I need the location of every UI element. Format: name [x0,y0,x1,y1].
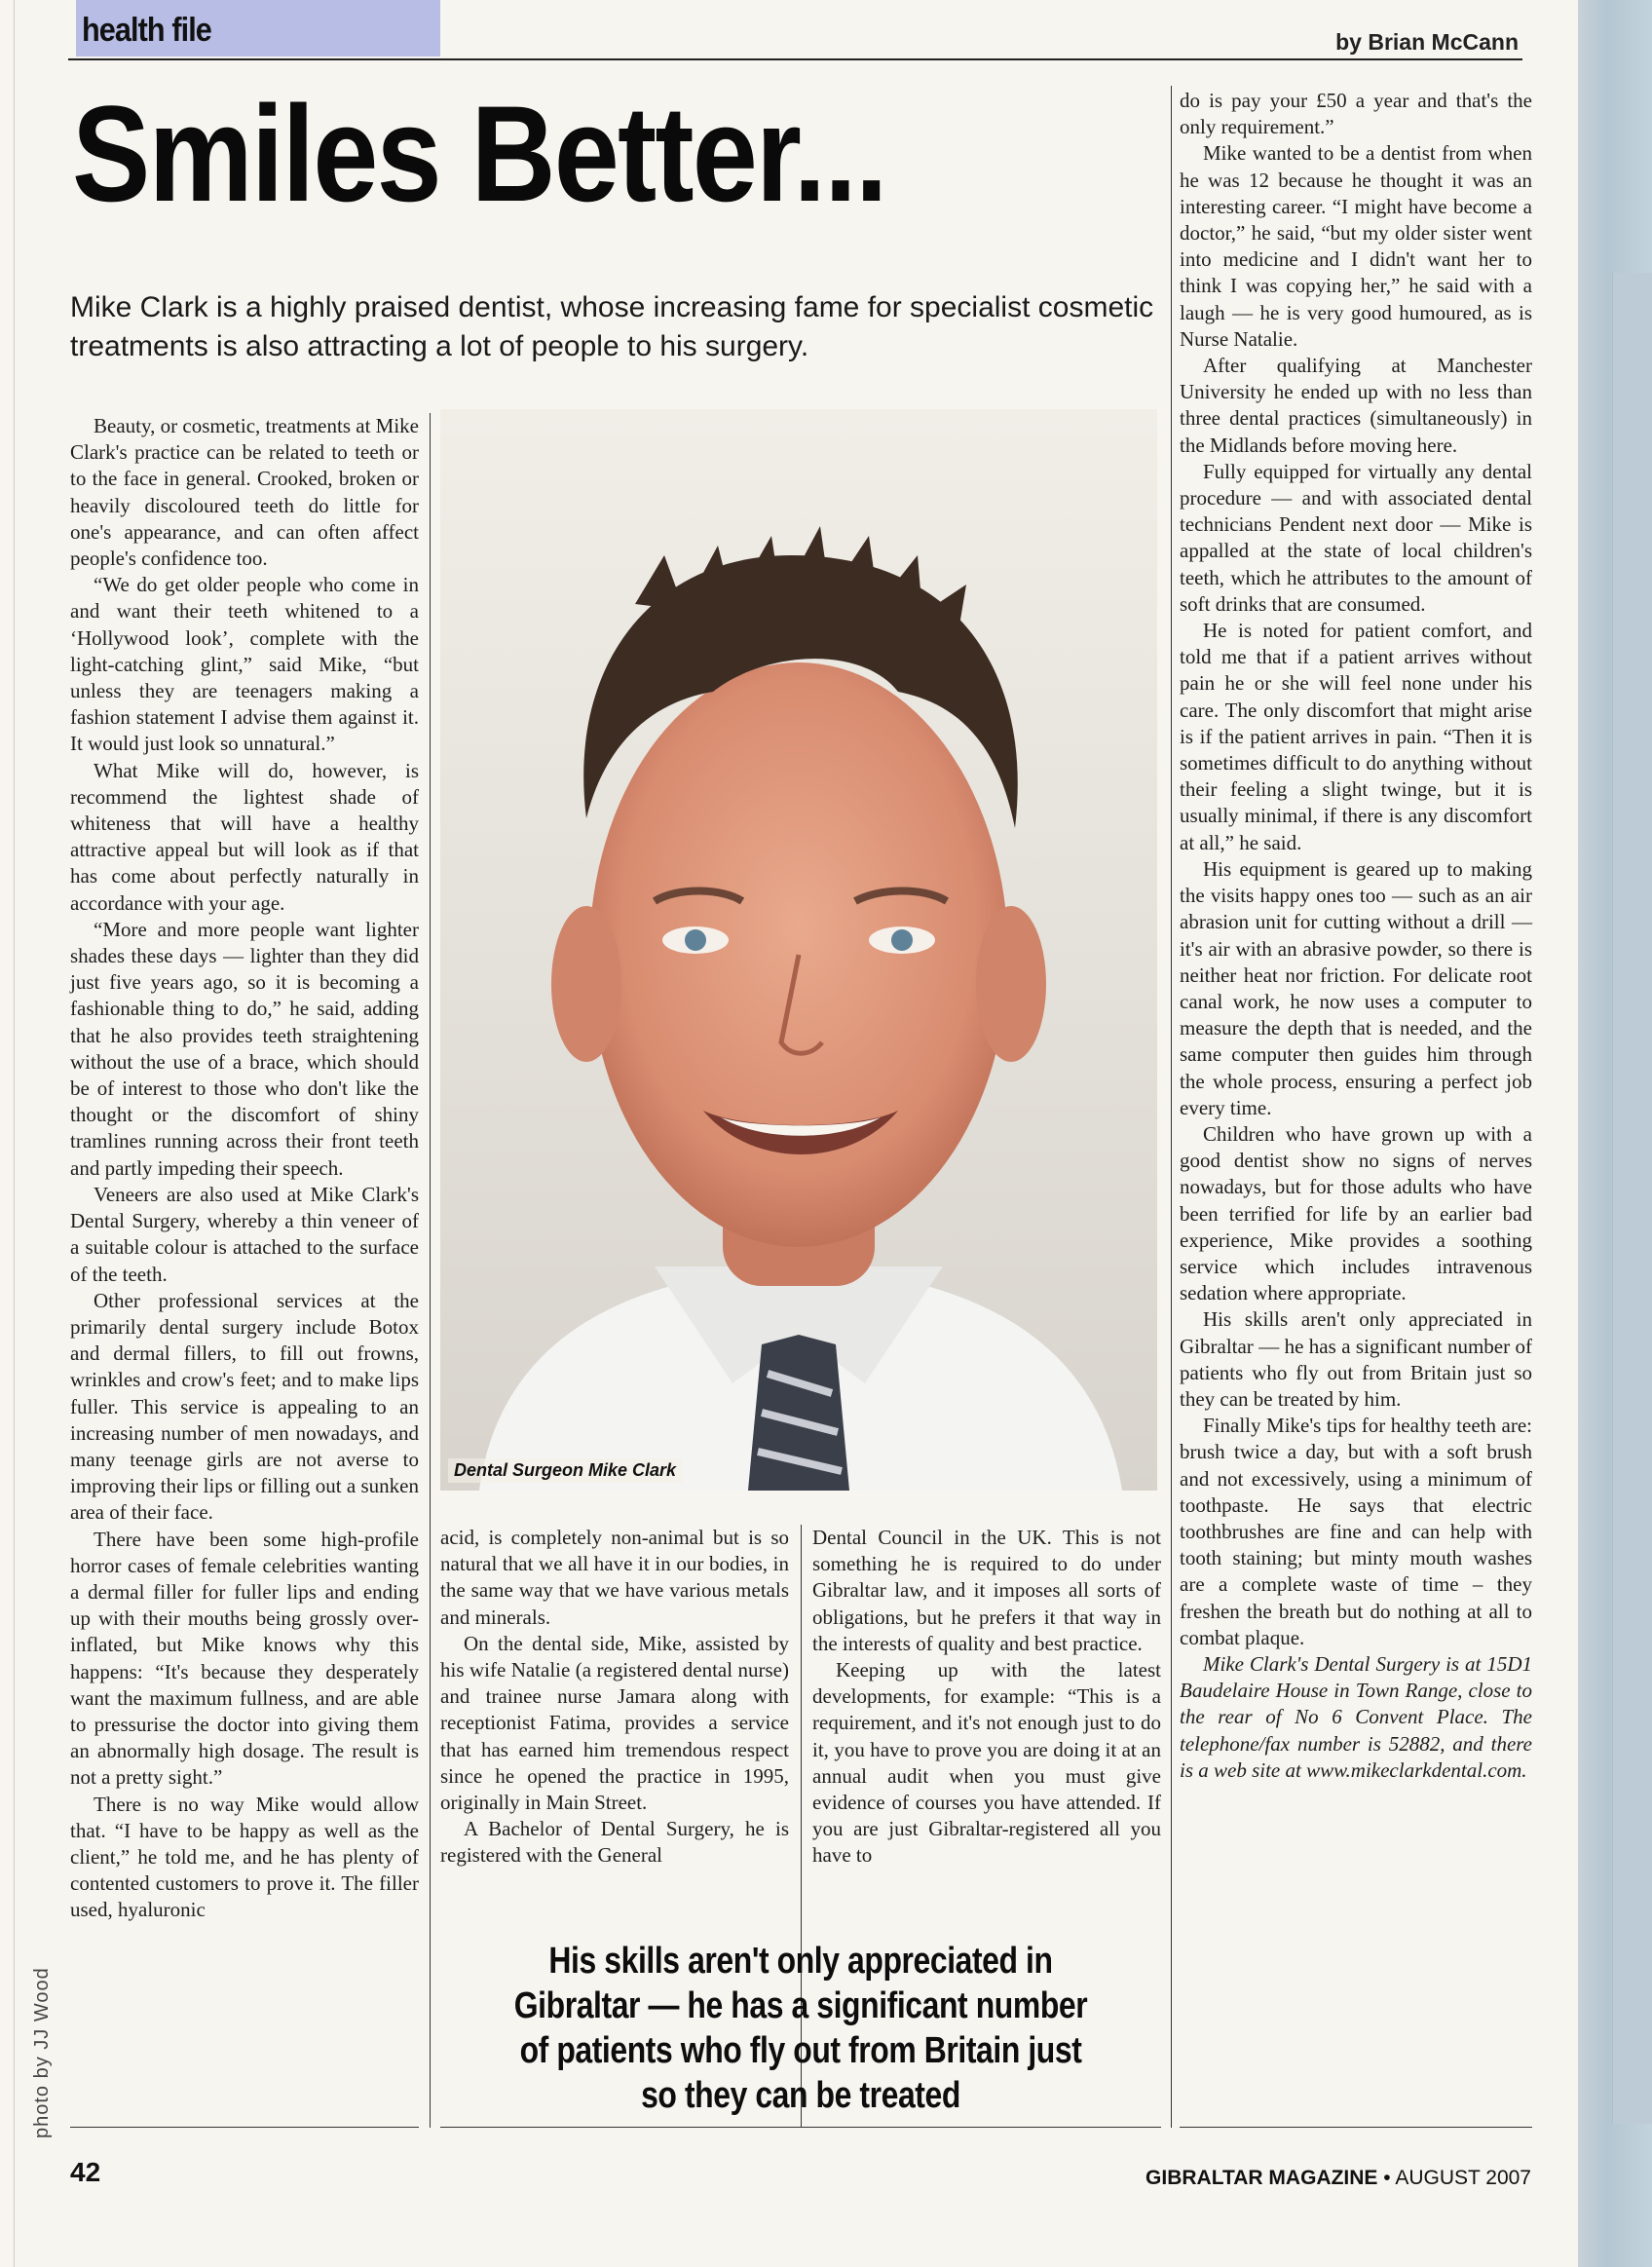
footer-separator: • [1383,2167,1391,2189]
paragraph: He is noted for patient comfort, and told me that if a patient arrives without pain he or she will feel none under his care. The only discomfort that might arise is if the patient arrives in pain. “Then it is sometimes difficult to do anything without their feeling a slight twinge, but it is usually minimal, if there is any discomfort at all,” he said. [1180,619,1532,854]
paragraph: Other professional services at the primarily dental surgery include Botox and dermal fillers, to fill out frowns, wrinkles and crow's feet; and to make lips fuller. This service is appealing to an increasing number of men nowadays, and many teenage girls are not averse to improving their lips or filling out a sunken area of their face. [70,1288,419,1525]
body-column-2 [440,1525,789,1870]
column-divider [430,413,431,2128]
photo-credit: photo by JJ Wood [31,1967,53,2138]
photo-caption: Dental Surgeon Mike Clark [448,1458,682,1483]
footer-rule [1180,2127,1532,2128]
header-rule [68,58,1522,60]
paragraph: What Mike will do, however, is recommend the lightest shade of whiteness that will have a healthy attractive appeal but will look as if that has come about perfectly naturally in accordance with your age. [70,758,419,915]
paragraph: do is pay your £50 a year and that's the only requirement.” [1180,89,1532,139]
body-column-4 [1180,88,1532,1784]
page-binding-edge [1578,0,1652,2267]
body-column-1 [70,413,419,1924]
portrait-photo [440,409,1157,1491]
portrait-illustration [440,409,1157,1491]
paragraph: “More and more people want lighter shades these days — lighter than they did just five years ago, so it is becoming a fashionable thing to do,” he said, adding that he also provides teeth straightening without the use of a brace, which should be of interest to those who don't like the thought or the discomfort of shiny tramlines running across their front teeth and partly impeding their speech. [70,917,419,1180]
paragraph: Children who have grown up with a good dentist show no signs of nerves nowadays, but for those adults who have been terrified for life by an earlier bad experience, Mike provides a soothing service which includes intravenous sedation where appropriate. [1180,1121,1532,1305]
paragraph: Keeping up with the latest developments, for example: “This is a requirement, and it's not enough just to do it, you have to prove you are doing it at an annual audit when you must give evidence of courses you have attended. If you are just Gibraltar-registered all you have to [812,1658,1161,1868]
paragraph: Dental Council in the UK. This is not something he is required to do under Gibraltar law, and it imposes all sorts of obligations, but he prefers it that way in the interests of quality and best practice. [812,1526,1161,1655]
paragraph: His equipment is geared up to making the visits happy ones too — such as an air abrasion unit for cutting without a drill — it's air with an abrasive powder, so there is neither heat nor friction. For delicate root canal work, he now uses a computer to measure the depth that is needed, and the same computer then guides him through the whole process, ensuring a perfect job every time. [1180,856,1532,1119]
byline: by Brian McCann [1335,29,1519,55]
page-edge-line [14,0,15,2267]
footer-rule [70,2127,419,2128]
footer-rule [440,2127,1161,2128]
paragraph: After qualifying at Manchester University he ended up with no less than three dental practices (simultaneously) in the Midlands before moving here. [1180,354,1532,457]
pull-quote: His skills aren't only appreciated in Gibraltar — he has a significant number of patients who fly out from Britain just so they can be treated [513,1941,1088,2116]
paragraph: His skills aren't only appreciated in Gibraltar — he has a significant number of patients who fly out from Britain just so they can be treated by him. [1180,1307,1532,1411]
paragraph: Finally Mike's tips for healthy teeth are: brush twice a day, but with a soft brush and not excessively, using a minimum of toothpaste. He says that electric toothbrushes are fine and can help with tooth staining; but minty mouth washes are a complete waste of time – they freshen the breath but do nothing at all to combat plaque. [1180,1414,1532,1649]
paragraph: On the dental side, Mike, assisted by his wife Natalie (a registered dental nurse) and trainee nurse Jamara along with receptionist Fatima, provides a service that has earned him tremendous respect since he opened the practice in 1995, originally in Main Street. [440,1631,789,1815]
footer-masthead [1145,2167,1531,2190]
paragraph: Fully equipped for virtually any dental procedure — and with associated dental technicians Pendent next door — Mike is appalled at the state of local children's teeth, which he attributes to the amount of soft drinks that are consumed. [1180,459,1532,616]
body-column-3 [812,1525,1161,1870]
paragraph: There have been some high-profile horror cases of female celebrities wanting a dermal filler for fuller lips and ending up with their mouths being grossly over-inflated, but Mike knows why this happens: “It's because they desperately want the maximum fullness, and are able to pressurise the doctor into giving them an abnormally high dosage. The result is not a pretty sight.” [70,1527,419,1790]
paragraph: acid, is completely non-animal but is so natural that we all have it in our bodies, in the same way that we have various metals and minerals. [440,1526,789,1629]
paragraph: A Bachelor of Dental Surgery, he is registered with the General [440,1817,789,1868]
column-divider [1171,86,1172,2128]
paragraph: Beauty, or cosmetic, treatments at Mike Clark's practice can be related to teeth or to the face in general. Crooked, broken or heavily discoloured teeth do little for one's appearance, and can often affect people's confidence too. [70,414,419,571]
paragraph: Mike wanted to be a dentist from when he was 12 because he thought it was an interesting career. “I might have become a doctor,” he said, “but my older sister went into medicine and I didn't want her to think I was copying her,” he said with a laugh — he is very good humoured, as is Nurse Natalie. [1180,141,1532,351]
issue-date: AUGUST 2007 [1395,2167,1531,2189]
signoff: Mike Clark's Dental Surgery is at 15D1 Baudelaire House in Town Range, close to the rear of No 6 Convent Place. The telephone/fax number is 52882, and there is a web site at www.mikeclarkdental.com. [1180,1651,1532,1782]
section-label: health file [82,12,211,49]
page-number: 42 [70,2157,101,2187]
paragraph: Veneers are also used at Mike Clark's Dental Surgery, whereby a thin veneer of a suitable colour is attached to the surface of the teeth. [70,1182,419,1286]
magazine-name: GIBRALTAR MAGAZINE [1145,2167,1378,2189]
facing-page-sliver [1612,273,1652,2124]
standfirst: Mike Clark is a highly praised dentist, whose increasing fame for specialist cosmetic treatments is also attracting a lot of people to his surgery. [70,291,1154,362]
paragraph: “We do get older people who come in and want their teeth whitened to a ‘Hollywood look’, complete with the light-catching glint,” said Mike, “but unless they are teenagers making a fashion statement I advise them against it. It would just look so unnatural.” [70,573,419,756]
headline: Smiles Better... [72,77,886,230]
paragraph: There is no way Mike would allow that. “I have to be happy as well as the client,” he told me, and he has plenty of contented customers to prove it. The filler used, hyaluronic [70,1792,419,1922]
